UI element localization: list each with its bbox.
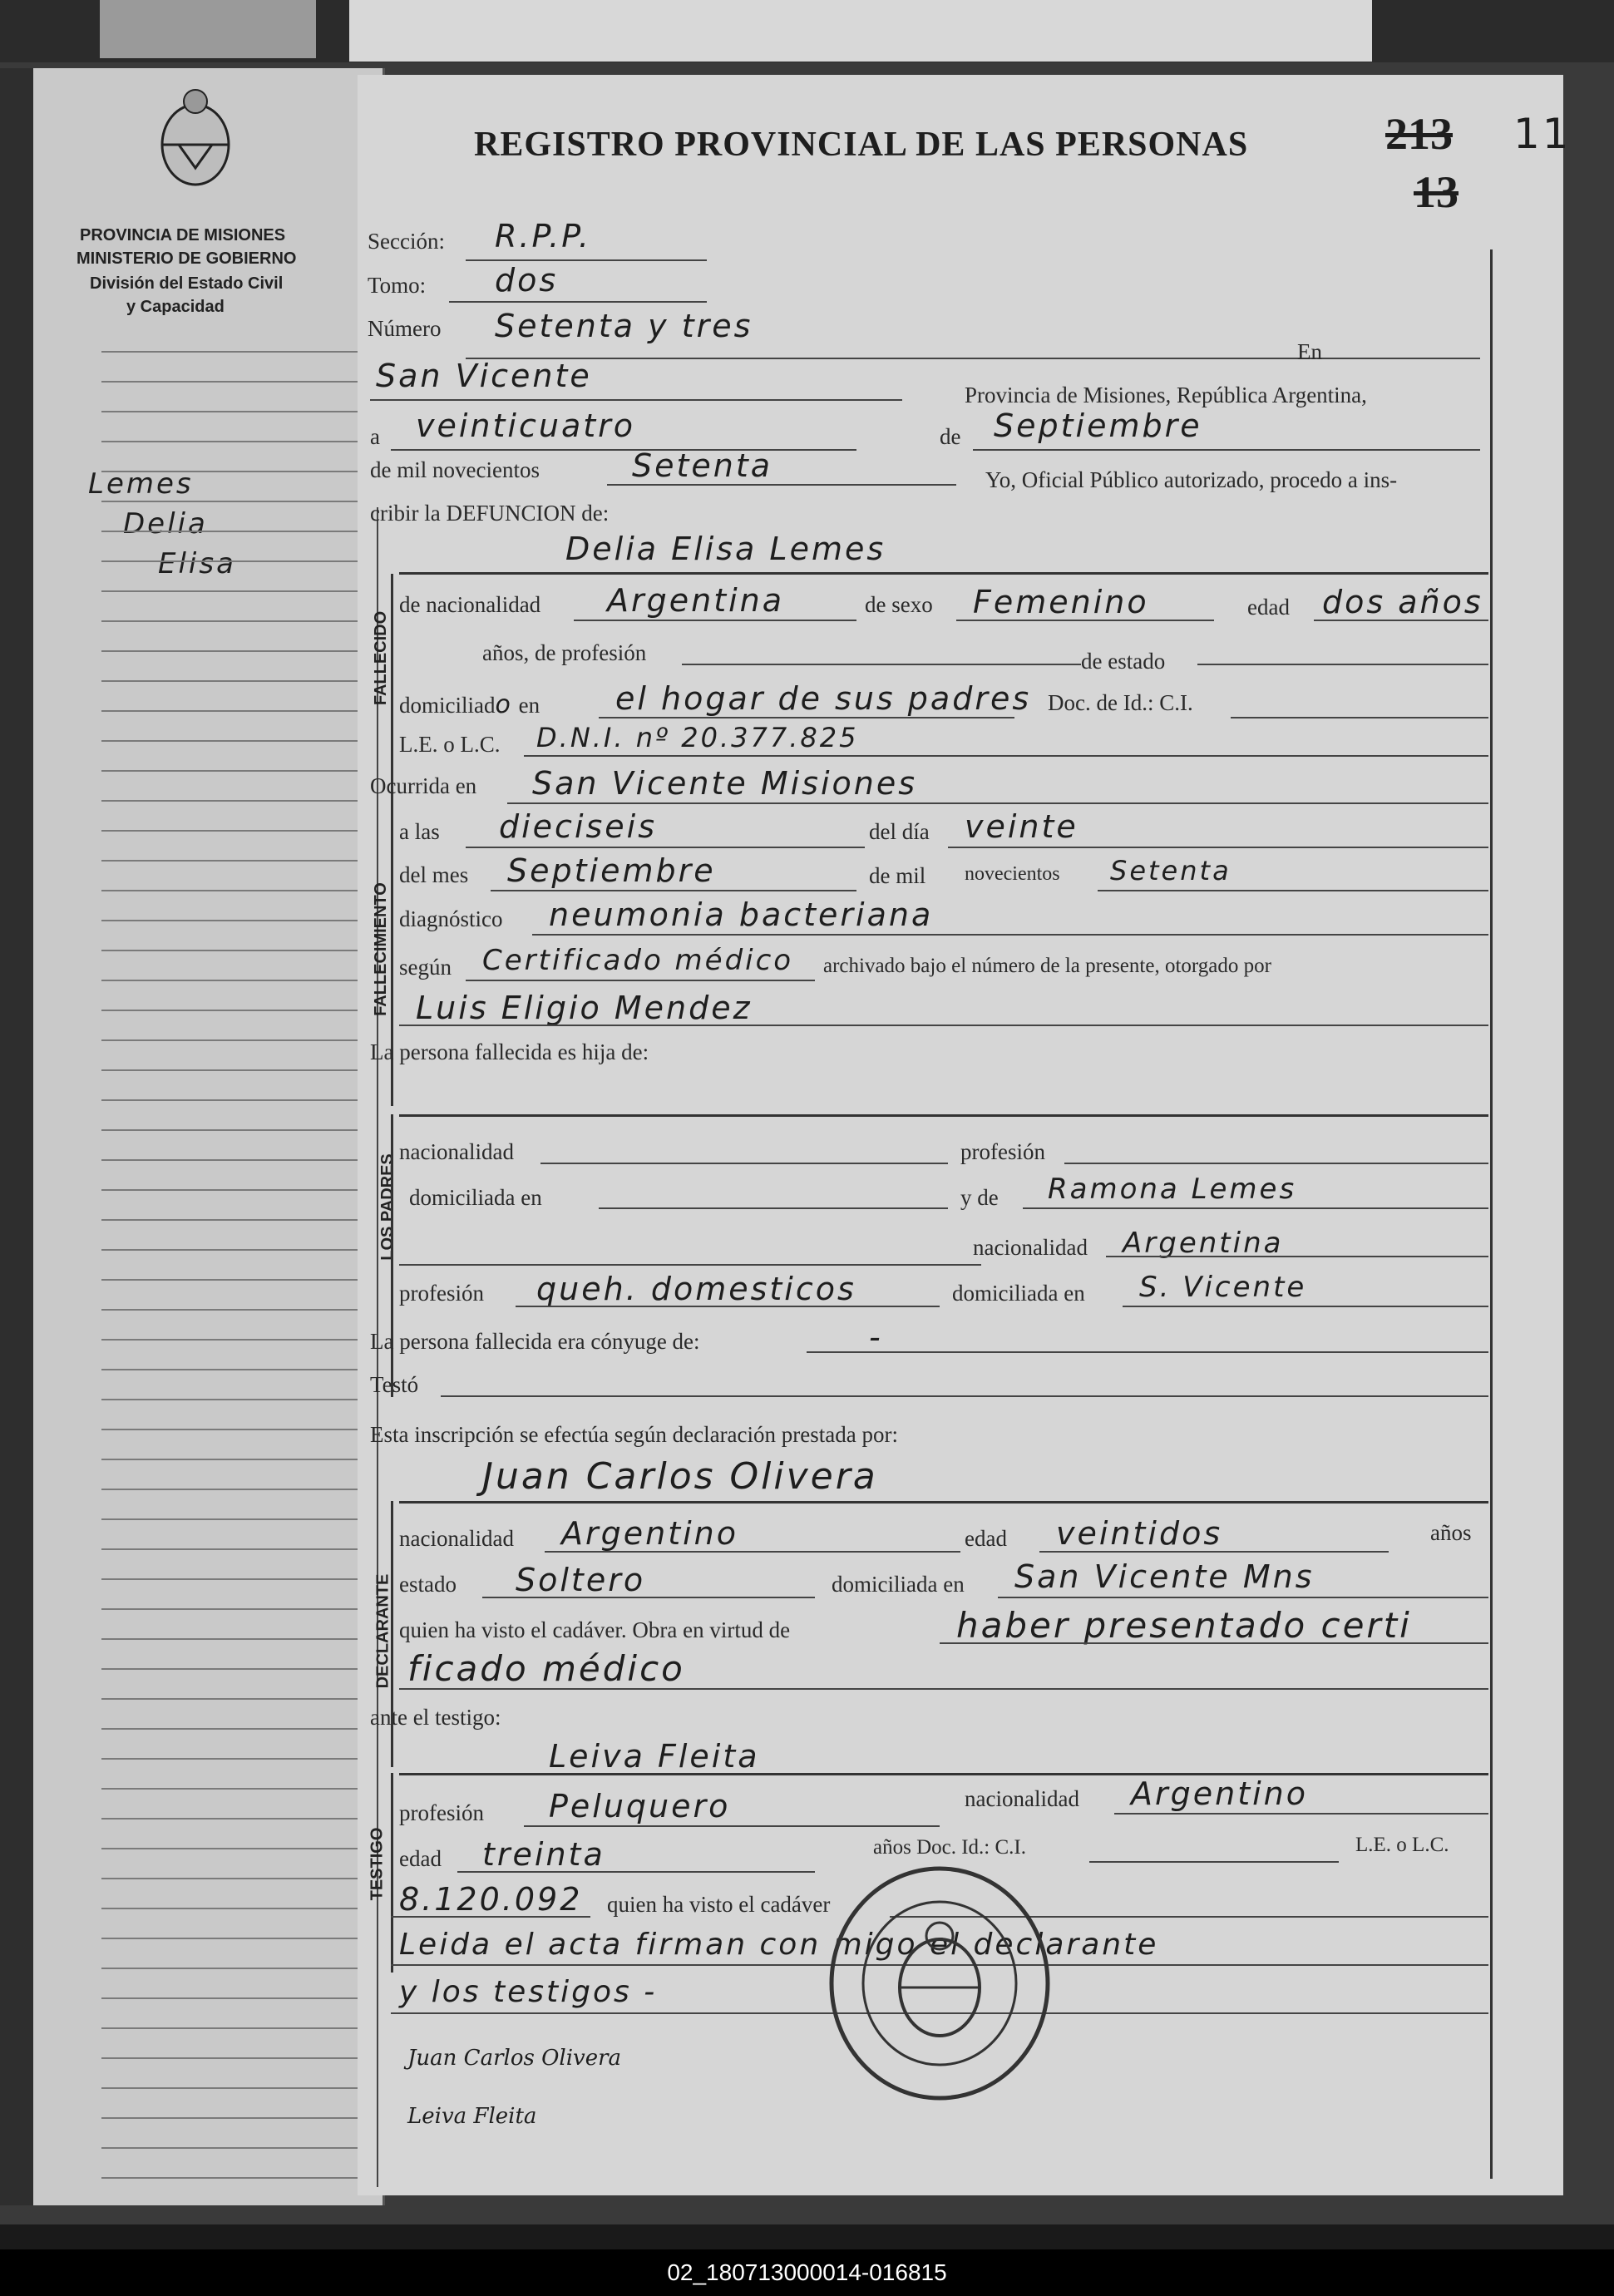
- margin-ruled-line: [101, 1848, 376, 1849]
- value-nombre: Delia Elisa Lemes: [565, 531, 886, 567]
- underline: [599, 1207, 948, 1209]
- margin-ruled-line: [101, 1908, 376, 1909]
- section-line: [399, 1773, 1488, 1775]
- label-madre-nacionalidad: nacionalidad: [973, 1235, 1088, 1260]
- underline: [399, 1264, 981, 1266]
- value-tomo: dos: [495, 262, 559, 299]
- margin-ruled-line: [101, 1698, 376, 1700]
- label-a-las: a las: [399, 819, 440, 844]
- margin-ruled-line: [101, 381, 376, 383]
- margin-ruled-line: [101, 1159, 376, 1161]
- value-sexo: Femenino: [973, 584, 1149, 620]
- section-divider: [391, 1114, 393, 1397]
- label-ocurrida: Ocurrida en: [370, 773, 477, 798]
- underline: [441, 1395, 1488, 1397]
- label-ante-testigo: ante el testigo:: [370, 1705, 501, 1730]
- label-diagnostico: diagnóstico: [399, 906, 503, 931]
- label-sexo: de sexo: [865, 592, 933, 617]
- underline: [1231, 717, 1488, 718]
- margin-ruled-line: [101, 1279, 376, 1281]
- margin-ruled-line: [101, 1189, 376, 1191]
- label-de-mil-2: de mil: [869, 863, 926, 888]
- label-declarante-estado: estado: [399, 1572, 457, 1597]
- margin-ruled-line: [101, 1997, 376, 1999]
- label-anos-profesion: años, de profesión: [482, 640, 647, 665]
- margin-ruled-line: [101, 830, 376, 832]
- label-en: en: [518, 693, 540, 718]
- left-margin-page: [33, 68, 385, 2205]
- page-title: REGISTRO PROVINCIAL DE LAS PERSONAS: [474, 126, 1249, 164]
- signature-declarante: Juan Carlos Olivera: [407, 2046, 622, 2071]
- margin-note-name2: Elisa: [158, 547, 236, 580]
- value-domicilio: el hogar de sus padres: [615, 680, 1032, 717]
- label-padre-profesion: profesión: [960, 1139, 1045, 1164]
- underline: [540, 1163, 948, 1164]
- side-label-declarante: DECLARANTE: [373, 1573, 392, 1689]
- margin-ruled-line: [101, 560, 376, 562]
- section-divider: [391, 1773, 393, 1973]
- margin-ruled-line: [101, 1668, 376, 1670]
- margin-ruled-line: [101, 1818, 376, 1820]
- label-testigo-visto: quien ha visto el cadáver: [607, 1892, 831, 1917]
- margin-ruled-line: [101, 1099, 376, 1101]
- value-declarante-obra-1: haber presentado certi: [956, 1605, 1412, 1646]
- margin-ruled-line: [101, 650, 376, 652]
- value-declarante-edad: veintidos: [1056, 1515, 1223, 1552]
- margin-ruled-line: [101, 1219, 376, 1221]
- label-padre-nacionalidad: nacionalidad: [399, 1139, 514, 1164]
- label-seccion: Sección:: [368, 229, 445, 254]
- label-declarante-nacionalidad: nacionalidad: [399, 1526, 514, 1551]
- value-declarante-nac: Argentino: [561, 1515, 738, 1552]
- underline: [1114, 1813, 1488, 1815]
- margin-ruled-line: [101, 590, 376, 592]
- margin-ruled-line: [101, 1938, 376, 1939]
- label-del-mes: del mes: [399, 862, 469, 887]
- margin-ruled-line: [101, 2117, 376, 2119]
- underline: [607, 484, 956, 486]
- underline: [391, 1916, 590, 1918]
- section-line: [399, 572, 1488, 575]
- label-archivado: archivado bajo el número de la presente, otorgado por: [823, 955, 1271, 977]
- value-declarante-obra-2: ficado médico: [407, 1648, 685, 1689]
- label-domiciliad-text: domiciliad: [399, 693, 496, 718]
- margin-ruled-line: [101, 1369, 376, 1370]
- value-conyuge: -: [869, 1319, 883, 1355]
- value-mes: Septiembre: [994, 407, 1202, 444]
- label-declarante-anos: años: [1430, 1520, 1472, 1545]
- label-doc: Doc. de Id.: C.I.: [1048, 690, 1193, 715]
- label-segun: según: [399, 955, 452, 980]
- margin-ruled-line: [101, 860, 376, 862]
- right-border-line: [1490, 249, 1493, 2179]
- underline: [807, 1351, 1488, 1353]
- margin-ruled-line: [101, 800, 376, 802]
- value-nacionalidad: Argentina: [607, 582, 785, 619]
- margin-note-surname: Lemes: [88, 467, 194, 501]
- label-y-de: y de: [960, 1185, 999, 1210]
- underline: [524, 755, 1488, 757]
- background-sheet: [349, 0, 1372, 62]
- value-seccion: R.P.P.: [495, 218, 592, 254]
- underline: [956, 620, 1214, 621]
- margin-ruled-line: [101, 471, 376, 472]
- label-del-dia: del día: [869, 819, 930, 844]
- value-testigo-doc: 8.120.092: [399, 1881, 583, 1918]
- value-declarante: Juan Carlos Olivera: [482, 1455, 878, 1498]
- margin-ruled-line: [101, 351, 376, 353]
- value-madre-dom: S. Vicente: [1139, 1271, 1307, 1304]
- underline: [449, 301, 707, 303]
- book-spine: [0, 68, 33, 2205]
- label-testigo-le: L.E. o L.C.: [1355, 1834, 1449, 1856]
- margin-ruled-line: [101, 2027, 376, 2029]
- value-diagnostico: neumonia bacteriana: [549, 896, 934, 933]
- underline: [1064, 1163, 1488, 1164]
- margin-ruled-line: [101, 710, 376, 712]
- label-novecientos: novecientos: [965, 863, 1060, 885]
- value-madre: Ramona Lemes: [1048, 1173, 1297, 1206]
- margin-ruled-line: [101, 1459, 376, 1460]
- margin-ruled-line: [101, 770, 376, 772]
- underline: [399, 1025, 1488, 1026]
- underline: [948, 847, 1488, 848]
- value-testigo: Leiva Fleita: [549, 1738, 760, 1775]
- label-declarante-edad: edad: [965, 1526, 1007, 1551]
- margin-ruled-line: [101, 441, 376, 442]
- label-le-lc: L.E. o L.C.: [399, 732, 501, 757]
- margin-ruled-line: [101, 920, 376, 921]
- underline: [1123, 1306, 1488, 1307]
- underline: [1089, 1861, 1339, 1863]
- underline: [1098, 890, 1488, 891]
- label-provincia: Provincia de Misiones, República Argentina,: [965, 383, 1367, 407]
- label-testigo-edad: edad: [399, 1846, 442, 1871]
- side-label-fallecimiento: FALLECIMIENTO: [371, 882, 390, 1016]
- margin-ruled-line: [101, 2057, 376, 2059]
- value-le-lc: D.N.I. nº 20.377.825: [536, 722, 859, 753]
- value-dia: veinticuatro: [416, 407, 635, 444]
- margin-ruled-line: [101, 411, 376, 412]
- margin-ruled-line: [101, 1788, 376, 1790]
- signature-testigo: Leiva Fleita: [407, 2104, 537, 2129]
- margin-ruled-line: [101, 1638, 376, 1640]
- value-edad: dos años: [1322, 584, 1483, 620]
- margin-ruled-line: [101, 1069, 376, 1071]
- underline: [998, 1597, 1488, 1598]
- value-testigo-edad: treinta: [482, 1836, 605, 1873]
- margin-ruled-line: [101, 2087, 376, 2089]
- underline: [599, 717, 1014, 718]
- value-cierre-1: Leida el acta firman con migo el declarante: [399, 1928, 1159, 1962]
- value-ocurrida: San Vicente Misiones: [532, 765, 918, 802]
- value-testigo-prof: Peluquero: [549, 1788, 731, 1824]
- margin-ruled-line: [101, 1548, 376, 1550]
- margin-ruled-line: [101, 1968, 376, 1969]
- value-anio: Setenta: [632, 447, 773, 484]
- folio-number-top: 213: [1385, 109, 1453, 159]
- margin-ruled-line: [101, 980, 376, 981]
- value-madre-nac: Argentina: [1123, 1227, 1284, 1260]
- underline: [457, 1871, 815, 1873]
- underline: [1197, 664, 1488, 665]
- register-page: [358, 75, 1572, 2195]
- value-madre-prof: queh. domesticos: [536, 1271, 856, 1307]
- value-dia-f: veinte: [965, 808, 1078, 845]
- label-estado: de estado: [1081, 649, 1166, 674]
- agency-line-3: División del Estado Civil: [90, 274, 284, 293]
- margin-ruled-line: [101, 950, 376, 951]
- agency-line-1: PROVINCIA DE MISIONES: [80, 226, 286, 244]
- underline: [391, 449, 856, 451]
- label-de-mil: de mil novecientos: [370, 457, 540, 482]
- label-de: de: [940, 424, 961, 449]
- photo-background-top: [0, 0, 1614, 67]
- value-anio-f: Setenta: [1110, 855, 1231, 886]
- image-footer-id: 02_180713000014-016815: [0, 2249, 1614, 2296]
- underline: [466, 358, 1389, 359]
- label-domiciliad: [399, 690, 540, 719]
- label-madre-domiciliada: domiciliada en: [952, 1281, 1085, 1306]
- margin-ruled-line: [101, 1129, 376, 1131]
- underline: [466, 847, 865, 848]
- margin-ruled-line: [101, 1489, 376, 1490]
- margin-ruled-line: [101, 2177, 376, 2179]
- side-label-padres: LOS PADRES: [378, 1153, 397, 1261]
- underline: [466, 259, 707, 261]
- value-numero: Setenta y tres: [495, 308, 753, 344]
- folio-number-struck: [1385, 108, 1453, 160]
- coat-of-arms-icon: [154, 85, 237, 193]
- underline: [973, 449, 1480, 451]
- value-cierre-2: y los testigos -: [399, 1975, 658, 2009]
- underline: [507, 802, 1488, 804]
- underline: [682, 664, 1081, 665]
- value-declarante-dom: San Vicente Mns: [1014, 1558, 1315, 1595]
- official-stamp-icon: [823, 1863, 1056, 2104]
- underline: [532, 934, 1488, 936]
- label-oficial: Yo, Oficial Público autorizado, procedo a ins-: [985, 467, 1398, 492]
- underline: [1314, 620, 1488, 621]
- label-hija-de: La persona fallecida es hija de:: [370, 1039, 649, 1064]
- label-nacionalidad: de nacionalidad: [399, 592, 541, 617]
- margin-ruled-line: [101, 1608, 376, 1610]
- underline: [940, 1642, 1488, 1644]
- margin-ruled-line: [101, 1429, 376, 1430]
- label-en: En: [1297, 339, 1322, 364]
- underline: [399, 1688, 1488, 1690]
- margin-ruled-line: [101, 1249, 376, 1251]
- label-testigo-profesion: profesión: [399, 1800, 484, 1825]
- margin-ruled-line: [101, 531, 376, 532]
- folio-number-bottom: 13: [1414, 167, 1459, 217]
- underline: [574, 620, 856, 621]
- margin-note-name1: Delia: [123, 507, 208, 541]
- margin-ruled-line: [101, 1039, 376, 1041]
- label-testigo-anos: años Doc. Id.: C.I.: [873, 1836, 1026, 1859]
- agency-line-4: y Capacidad: [126, 298, 225, 316]
- underline: [524, 1825, 940, 1827]
- label-a: a: [370, 424, 380, 449]
- label-declarante-visto: quien ha visto el cadáver. Obra en virtud de: [399, 1617, 791, 1642]
- section-line: [399, 1501, 1488, 1504]
- underline: [466, 980, 815, 981]
- value-segun: Certificado médico: [482, 944, 794, 977]
- value-lugar: San Vicente: [376, 358, 592, 394]
- margin-ruled-line: [101, 1399, 376, 1400]
- label-tomo: Tomo:: [368, 273, 427, 298]
- margin-ruled-line: [101, 1518, 376, 1520]
- label-padre-domiciliada: domiciliada en: [409, 1185, 542, 1210]
- margin-ruled-line: [101, 1309, 376, 1311]
- label-inscribir: cribir la DEFUNCION de:: [370, 501, 610, 526]
- value-testigo-nac: Argentino: [1131, 1775, 1308, 1812]
- underline: [545, 1551, 960, 1553]
- label-declarante-domiciliada: domiciliada en: [832, 1572, 965, 1597]
- underline: [1039, 1551, 1389, 1553]
- label-testo: Testó: [370, 1372, 419, 1397]
- background-sheet: [100, 0, 316, 58]
- margin-ruled-line: [101, 1728, 376, 1730]
- margin-ruled-line: [101, 1758, 376, 1760]
- value-medico: Luis Eligio Mendez: [416, 990, 753, 1026]
- folio-number-new: 11: [1513, 110, 1572, 158]
- underline: [482, 1597, 815, 1598]
- label-edad: edad: [1247, 595, 1290, 620]
- section-line: [399, 1114, 1488, 1117]
- underline: [516, 1306, 940, 1307]
- underline: [370, 399, 902, 401]
- underline: [1106, 1256, 1488, 1257]
- margin-ruled-line: [101, 1578, 376, 1580]
- agency-line-2: MINISTERIO DE GOBIERNO: [77, 249, 297, 268]
- side-label-testigo: TESTIGO: [368, 1827, 387, 1901]
- label-declaracion: Esta inscripción se efectúa según declaración prestada por:: [370, 1422, 898, 1447]
- margin-ruled-line: [101, 1010, 376, 1011]
- value-hora: dieciseis: [499, 808, 658, 845]
- value-domiciliad-ending: o: [495, 690, 513, 719]
- underline: [1339, 358, 1480, 359]
- margin-ruled-line: [101, 740, 376, 742]
- margin-ruled-line: [101, 620, 376, 622]
- label-conyuge: La persona fallecida era cónyuge de:: [370, 1329, 700, 1354]
- margin-ruled-line: [101, 890, 376, 891]
- underline: [491, 890, 856, 891]
- label-testigo-nacionalidad: nacionalidad: [965, 1786, 1079, 1811]
- margin-ruled-line: [101, 1339, 376, 1341]
- margin-ruled-line: [101, 680, 376, 682]
- margin-ruled-line: [101, 2147, 376, 2149]
- value-declarante-estado: Soltero: [516, 1562, 646, 1598]
- margin-ruled-line: [101, 501, 376, 502]
- value-mes-f: Septiembre: [507, 852, 716, 889]
- label-madre-profesion: profesión: [399, 1281, 484, 1306]
- margin-ruled-line: [101, 1878, 376, 1879]
- side-label-fallecido: FALLECIDO: [372, 610, 391, 706]
- underline: [1023, 1207, 1488, 1209]
- label-numero: Número: [368, 316, 442, 341]
